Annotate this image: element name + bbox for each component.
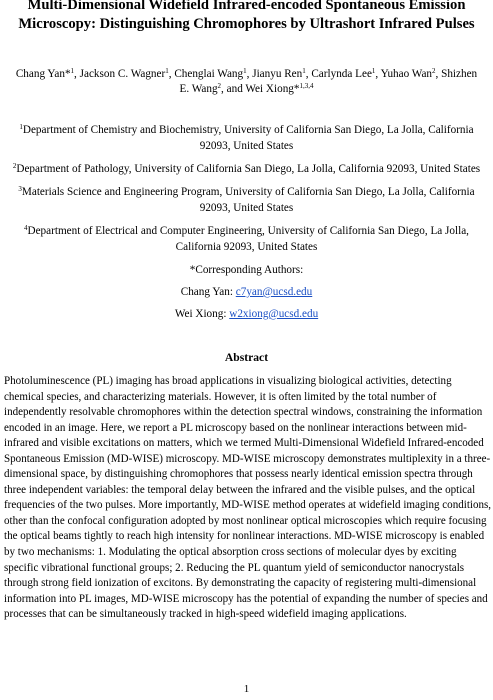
title-line-2: Microscopy: Distinguishing Chromophores by Ultrashort Infrared Pulses — [18, 16, 475, 32]
corresponding-heading: *Corresponding Authors: — [189, 264, 304, 276]
author: Carlynda Lee$^1$, — [311, 67, 381, 80]
abstract-heading: Abstract — [224, 351, 269, 364]
author: Shizhen E. Wang$^2$, and — [179, 68, 478, 95]
author: Chang Yan*$^1$, — [15, 67, 80, 80]
affiliation-3: $^3$Materials Science and Engineering Program, University of California San Diego, La Jolla, California 92093, United States — [18, 185, 475, 214]
author: Chenglai Wang$^1$, — [174, 67, 253, 80]
author: Jianyu Ren$^1$, — [252, 67, 312, 80]
author: Yuhao Wan$^2$, — [380, 67, 442, 80]
page-number: 1 — [243, 683, 250, 695]
email-link[interactable]: w2xiong@ucsd.edu — [229, 308, 319, 320]
affiliation-4: $^4$Department of Electrical and Computer Engineering, University of California San Diego, La Jolla, California 92093, United States — [24, 224, 469, 253]
title-line-1: Multi-Dimensional Widefield Infrared-encoded Spontaneous Emission — [27, 0, 466, 13]
paper-title — [6, 0, 487, 34]
abstract-body: Photoluminescence (PL) imaging has broad applications in visualizing biological activities, detecting chemical species, and characterizing materials. However, it is often limited by the total number of independently resolvable chromophores within the detection spectral windows, constraining the information encoded in an image. Here, we report a PL microscopy based on the nonlinear interactions between mid-infrared and visible excitations on matters, which we termed Multi-Dimensional Widefield Infrared-encoded Spontaneous Emission (MD-WISE) microscopy. MD-WISE microscopy demonstrates multiplexity in a three-dimensional space, by distinguishing chromophores that possess nearly identical emission spectra through three independent variables: the temporal delay between the infrared and the visible pulses, and the optical frequencies of the two pulses. More importantly, MD-WISE method operates at widefield imaging conditions, other than the confocal configuration adopted by most nonlinear optical microscopies which require focusing the optical beams tightly to reach high intensity for nonlinear interactions. MD-WISE microscopy is enabled by two mechanisms: 1. Modulating the optical absorption cross sections of molecular dyes by exciting specific vibrational functional groups; 2. Reducing the PL quantum yield of semiconductor nanocrystals through strong field ionization of excitons. By demonstrating the capacity of registering multi-dimensional information into PL images, MD-WISE microscopy has the potential of expanding the number of species and processes that can be simultaneously tracked in high-speed widefield imaging applications. — [4, 375, 492, 621]
author-list — [14, 67, 479, 97]
affiliation-1: $^1$Department of Chemistry and Biochemistry, University of California San Diego, La Jolla, California 92093, United States — [19, 123, 474, 152]
corresponding-author-2: Wei Xiong: w2xiong@ucsd.edu — [174, 308, 319, 320]
affiliation-2: $^2$Department of Pathology, University of California San Diego, La Jolla, California 92093, United States — [12, 162, 481, 175]
author: Jackson C. Wagner$^1$, — [79, 67, 175, 80]
corresponding-author-1: Chang Yan: c7yan@ucsd.edu — [180, 286, 313, 298]
email-link[interactable]: c7yan@ucsd.edu — [235, 286, 313, 298]
author: Wei Xiong*$^{1,3,4}$ — [245, 82, 314, 95]
